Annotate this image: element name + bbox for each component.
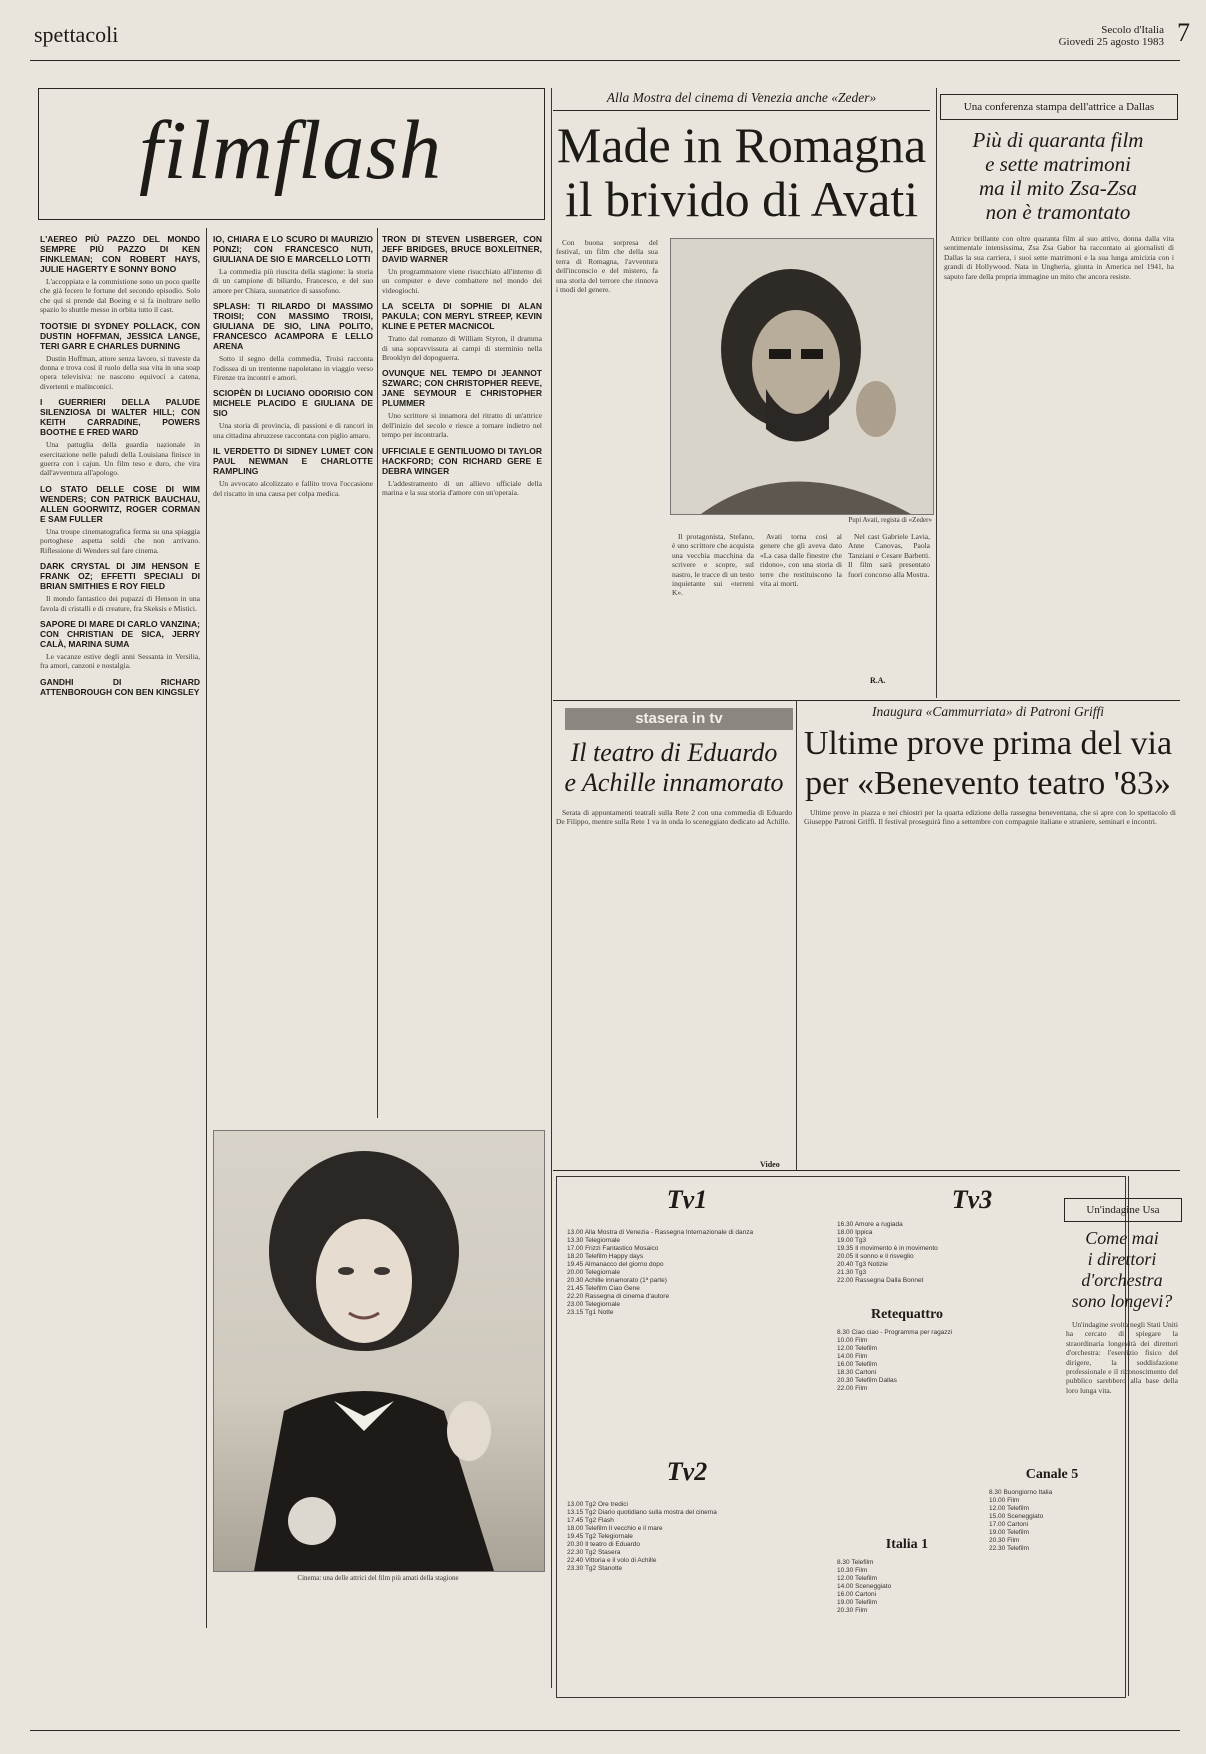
column-rule: [936, 88, 937, 698]
schedule-item: 16.30 Amore a rugiada: [837, 1221, 903, 1228]
orchestra-headline-line3: d'orchestra: [1081, 1270, 1163, 1290]
schedule-item: 22.30 Tg2 Stasera: [567, 1549, 621, 1556]
zsazsa-headline-line4: non è tramontato: [985, 200, 1131, 224]
review-heading: TOOTSIE DI SYDNEY POLLACK, CON DUSTIN HOFFMAN, JESSICA LANGE, TERI GARR E CHARLES DURNING: [40, 320, 200, 351]
schedule-item: 22.00 Rassegna Dalla Bonnet: [837, 1277, 924, 1284]
actress-photo-caption: Cinema: una delle attrici del film più amati della stagione: [297, 1574, 459, 1582]
avati-headline-line2: il brivido di Avati: [564, 171, 919, 227]
orchestra-headline-line1: Come mai: [1085, 1228, 1159, 1248]
schedule-item: 16.00 Telefilm: [837, 1361, 877, 1368]
avati-column-4: [848, 532, 930, 698]
review-text: Un programmatore viene risucchiato all'interno di un computer e deve combattere nel mondo dei videogiochi.: [382, 267, 542, 295]
schedule-item: 20.05 Il sonno e il risveglio: [837, 1253, 914, 1260]
zsazsa-kicker: Una conferenza stampa dell'attrice a Dallas: [940, 94, 1178, 120]
schedule-item: 14.00 Sceneggiato: [837, 1583, 892, 1590]
schedule-item: 23.15 Tg1 Notte: [567, 1309, 614, 1316]
actress-portrait-graphic: [214, 1131, 544, 1571]
schedule-item: 17.45 Tg2 Flash: [567, 1517, 614, 1524]
retequattro-schedule: [837, 1329, 977, 1393]
schedule-item: 8.30 Ciao ciao - Programma per ragazzi: [837, 1329, 953, 1336]
schedule-item: 8.30 Buongiorno Italia: [989, 1489, 1053, 1496]
section-rule: [553, 1170, 1180, 1171]
avati-column-3-text: Avati torna così al genere che gli aveva dato «La casa dalle finestre che ridono», con una storia di terre che restituiscono la vita ai morti.: [760, 532, 842, 589]
footer-rule: [30, 1730, 1180, 1731]
zsazsa-body-text: Attrice brillante con oltre quaranta film al suo attivo, donna dalla vita sentimentale intensissima, Zsa Zsa Gabor ha raccontato ai giornalisti di Dallas la sua carriera, i suoi sette matrimoni e la sua lunga amicizia con i grandi di Hollywood. Nata in Ungheria, giunta in America nel 1941, ha saputo fare della propria immagine un mito che ancora resiste.: [944, 234, 1174, 281]
avati-portrait-graphic: [671, 239, 933, 514]
schedule-item: 18.00 Telefilm Il vecchio e il mare: [567, 1525, 663, 1532]
retequattro-title: Retequattro: [870, 1307, 944, 1322]
filmflash-banner: [38, 88, 545, 220]
review-text: Sotto il segno della commedia, Troisi racconta l'odissea di un trentenne napoletano in viaggio verso Firenze tra incontri e amori.: [213, 354, 373, 383]
review-text: L'accoppiata e la commistione sono un poco quelle che già fecero le fortune del secondo episodio. Solo che qui si prende dal Boeing e si fa inoltrare nello spazio lo shuttle messo in orbita tutto il cast.: [40, 277, 200, 315]
column-rule: [796, 700, 797, 1170]
zsazsa-headline-line3: ma il mito Zsa-Zsa: [978, 176, 1138, 200]
review-text: Una storia di provincia, di passioni e di rancori in una cittadina abruzzese raccontata con piglio amaro.: [213, 421, 373, 440]
schedule-item: 10.30 Film: [837, 1567, 868, 1574]
issue-date: Giovedì 25 agosto 1983: [1058, 36, 1164, 48]
schedule-item: 19.45 Almanacco del giorno dopo: [567, 1261, 664, 1268]
review-text: Una pattuglia della guardia nazionale in esercitazione nelle paludi della Louisiana finisce in guerra con i cajun. Un film teso e duro, che vira dall'avventura all'apologo.: [40, 440, 200, 478]
schedule-item: 15.00 Sceneggiato: [989, 1513, 1044, 1520]
review-heading: SPLASH: TI RILARDO DI MASSIMO TROISI; CON MASSIMO TROISI, GIULIANA DE SIO, LINA POLITO, FRANCESCO ACAMPORA E LELLO ARENA: [213, 301, 373, 352]
tv2-schedule: [567, 1501, 817, 1573]
page-number: 7: [1177, 18, 1190, 47]
schedule-item: 17.00 Frizzi Fantastico Mosaico: [567, 1245, 659, 1252]
schedule-item: 13.30 Telegiornale: [567, 1237, 621, 1244]
filmflash-column-2: [213, 228, 373, 1108]
schedule-item: 20.30 Film: [989, 1537, 1020, 1544]
review-text: Uno scrittore si innamora del ritratto di un'attrice dell'inizio del secolo e riesce a tornare indietro nel tempo per incontrarla.: [382, 411, 542, 440]
schedule-item: 20.30 Il teatro di Eduardo: [567, 1541, 640, 1548]
review-text: Tratto dal romanzo di William Styron, il dramma di una sopravvissuta ai campi di sterminio nella Brooklyn del dopoguerra.: [382, 334, 542, 363]
tv1-title: Tv1: [666, 1185, 708, 1214]
avati-column-3: [760, 532, 842, 698]
review-heading: DARK CRYSTAL DI JIM HENSON E FRANK OZ; EFFETTI SPECIALI DI BRIAN SMITHIES E ROY FIELD: [40, 561, 200, 592]
canale5-title: Canale 5: [1025, 1467, 1079, 1482]
benevento-body: [804, 808, 1176, 1166]
review-text: L'addestramento di un allievo ufficiale della marina e la sua storia d'amore con un'operaia.: [382, 478, 542, 498]
review-text: La commedia più riuscita della stagione: la storia di un campione di biliardo, Francesco, e del suo amore per Chiara, suonatrice di sassofono.: [213, 267, 373, 295]
schedule-item: 10.00 Film: [989, 1497, 1020, 1504]
orchestra-kicker: Un'indagine Usa: [1064, 1198, 1182, 1222]
tv-headline-line2: e Achille innamorato: [564, 768, 784, 797]
filmflash-column-1: [40, 228, 200, 1548]
schedule-item: 16.00 Cartoni: [837, 1591, 877, 1598]
zsazsa-headline: [940, 128, 1176, 224]
schedule-item: 19.35 Il movimento è in movimento: [837, 1245, 938, 1252]
schedule-item: 22.20 Rassegna di cinema d'autore: [567, 1293, 670, 1300]
tv-signature: Video: [760, 1160, 780, 1169]
avati-headline-line1: Made in Romagna: [556, 117, 927, 173]
schedule-item: 21.30 Tg3: [837, 1269, 867, 1276]
italia1-title: Italia 1: [885, 1537, 929, 1552]
schedule-item: 23.30 Tg2 Stanotte: [567, 1565, 623, 1572]
paper-name: Secolo d'Italia: [1101, 24, 1164, 36]
review-heading: LO STATO DELLE COSE DI WIM WENDERS; CON PATRICK BAUCHAU, ALLEN GOORWITZ, ROGER CORMAN E SAM FULLER: [40, 483, 200, 524]
italia1-schedule: [837, 1559, 977, 1615]
schedule-item: 20.40 Tg3 Notizie: [837, 1261, 888, 1268]
filmflash-title: filmflash: [139, 104, 443, 197]
orchestra-body-text: Un'indagine svolta negli Stati Uniti ha cercato di spiegare la straordinaria longevità dei direttori d'orchestra: l'esercizio fisico del dirigere, la soddisfazione professionale e il riconoscimento del pubblico sarebbero alla base della loro lunga vita.: [1066, 1320, 1178, 1395]
schedule-item: 20.30 Achille innamorato (1ª parte): [567, 1277, 667, 1284]
kicker-rule: [553, 110, 930, 111]
schedule-item: 23.00 Telegiornale: [567, 1301, 621, 1308]
orchestra-headline-line2: i direttori: [1087, 1249, 1157, 1269]
section-title: spettacoli: [34, 22, 119, 47]
review-text: Dustin Hoffman, attore senza lavoro, si traveste da donna e trova così il ruolo della sua vita in una soap opera televisiva: ne nascono equivoci a catena, divertenti e malinconici.: [40, 353, 200, 391]
orchestra-body: [1066, 1320, 1178, 1700]
benevento-body-text: Ultime prove in piazza e nei chiostri per la quarta edizione della rassegna beneventana, che si apre con lo spettacolo di Giuseppe Patroni Griffi. Il festival proseguirà fino a settembre con compagnie italiane e straniere, seminari e incontri.: [804, 808, 1176, 827]
tv-headline-line1: Il teatro di Eduardo: [570, 738, 778, 767]
review-text: Il mondo fantastico dei pupazzi di Henson in una favola di cristalli e di creature, fra Skeksis e Mistici.: [40, 594, 200, 613]
avati-signature: R.A.: [870, 676, 886, 685]
avati-headline: [553, 118, 930, 226]
review-heading: I GUERRIERI DELLA PALUDE SILENZIOSA DI WALTER HILL; CON KEITH CARRADINE, POWERS BOOTHE E FRED WARD: [40, 397, 200, 438]
tv-body: [556, 808, 792, 1166]
avati-lead-text: Con buona sorpresa del festival, un film che della sua terra di Romagna, l'avventura dell'inconscio e del mistero, fa una storia del terrore che rinnova i modi del genere.: [556, 238, 658, 295]
schedule-item: 13.00 Alla Mostra di Venezia - Rassegna Internazionale di danza: [567, 1229, 754, 1236]
review-heading: L'AEREO PIÙ PAZZO DEL MONDO SEMPRE PIÙ PAZZO DI KEN FINKLEMAN; CON ROBERT HAYS, JULIE HAGERTY E SONNY BONO: [40, 234, 200, 274]
review-text: Una troupe cinematografica ferma su una spiaggia portoghese aspetta soldi che non arrivano. Riflessione di Wenders sul fare cinema.: [40, 526, 200, 555]
review-heading: SCIOPÈN DI LUCIANO ODORISIO CON MICHELE PLACIDO E GIULIANA DE SIO: [213, 388, 373, 419]
orchestra-headline: [1064, 1228, 1180, 1312]
review-heading: SAPORE DI MARE DI CARLO VANZINA; CON CHRISTIAN DE SICA, JERRY CALÀ, MARINA SUMA: [40, 618, 200, 649]
schedule-item: 22.30 Telefilm: [989, 1545, 1029, 1552]
filmflash-column-3: [382, 228, 542, 1108]
schedule-item: 18.30 Cartoni: [837, 1369, 877, 1376]
review-heading: OVUNQUE NEL TEMPO DI JEANNOT SZWARC; CON CHRISTOPHER REEVE, JANE SEYMOUR E CHRISTOPHER PLUMMER: [382, 368, 542, 409]
header-rule: [30, 60, 1180, 61]
avati-photo-caption: Pupi Avati, regista di «Zeder»: [848, 516, 932, 524]
tv2-title: Tv2: [666, 1457, 708, 1486]
section-rule: [553, 700, 1180, 701]
schedule-item: 8.30 Telefilm: [837, 1559, 874, 1566]
avati-column-4-text: Nel cast Gabriele Lavia, Anne Canovas, Paola Tanziani e Cesare Barbetti. Il film sarà presentato fuori concorso alla Mostra.: [848, 532, 930, 579]
actress-photo: [213, 1130, 545, 1572]
tv1-schedule: [567, 1229, 817, 1317]
schedule-item: 21.45 Telefilm Ciao Gene: [567, 1285, 640, 1292]
benevento-headline: [800, 724, 1176, 804]
benevento-headline-line1: Ultime prove prima del via: [803, 725, 1173, 762]
review-heading: GANDHI DI RICHARD ATTENBOROUGH CON BEN KINGSLEY: [40, 676, 200, 697]
schedule-item: 22.40 Vittoria e il volo di Achille: [567, 1557, 657, 1564]
schedule-item: 19.00 Telefilm: [837, 1599, 877, 1606]
schedule-item: 10.00 Film: [837, 1337, 868, 1344]
review-heading: TRON DI STEVEN LISBERGER, CON JEFF BRIDGES, BRUCE BOXLEITNER, DAVID WARNER: [382, 234, 542, 264]
schedule-item: 12.00 Telefilm: [837, 1345, 877, 1352]
column-rule: [377, 228, 378, 1118]
tv-headline: [556, 738, 792, 798]
schedule-item: 18.20 Telefilm Happy days: [567, 1253, 644, 1260]
avati-photo: [670, 238, 934, 515]
schedule-item: 17.00 Cartoni: [989, 1521, 1029, 1528]
column-rule: [206, 228, 207, 1628]
benevento-headline-line2: per «Benevento teatro '83»: [805, 765, 1171, 802]
masthead: [1059, 24, 1164, 48]
avati-column-2-text: Il protagonista, Stefano, è uno scrittore che acquista una vecchia macchina da scrivere e scopre, sul nastro, le tracce di un testo inquietante sui «terreni K».: [672, 532, 754, 598]
schedule-item: 20.30 Film: [837, 1607, 868, 1614]
schedule-item: 19.45 Tg2 Telegiornale: [567, 1533, 633, 1540]
zsazsa-headline-line1: Più di quaranta film: [972, 128, 1144, 152]
tv-body-text: Serata di appuntamenti teatrali sulla Rete 2 con una commedia di Eduardo De Filippo, mentre sulla Rete 1 va in onda lo sceneggiato dedicato ad Achille.: [556, 808, 792, 827]
stasera-in-tv-label: stasera in tv: [565, 708, 793, 730]
avati-column-2: [672, 532, 754, 698]
schedule-item: 20.30 Telefilm Dallas: [837, 1377, 897, 1384]
review-heading: UFFICIALE E GENTILUOMO DI TAYLOR HACKFORD; CON RICHARD GERE E DEBRA WINGER: [382, 445, 542, 476]
schedule-item: 20.00 Telegiornale: [567, 1269, 621, 1276]
schedule-item: 12.00 Telefilm: [989, 1505, 1029, 1512]
orchestra-headline-line4: sono longevi?: [1071, 1291, 1173, 1311]
schedule-item: 13.15 Tg2 Diario quotidiano sulla mostra del cinema: [567, 1509, 717, 1516]
review-text: Le vacanze estive degli anni Sessanta in Versilia, fra amori, canzoni e nostalgia.: [40, 651, 200, 671]
tv-schedules-box: [556, 1176, 1126, 1698]
tv3-title: Tv3: [951, 1185, 993, 1214]
schedule-item: 12.00 Telefilm: [837, 1575, 877, 1582]
schedule-item: 19.00 Tg3: [837, 1237, 867, 1244]
review-heading: LA SCELTA DI SOPHIE DI ALAN PAKULA; CON MERYL STREEP, KEVIN KLINE E PETER MACNICOL: [382, 301, 542, 332]
schedule-item: 22.00 Film: [837, 1385, 868, 1392]
review-heading: IO, CHIARA E LO SCURO DI MAURIZIO PONZI; CON FRANCESCO NUTI, GIULIANA DE SIO E MARCELLO LOTTI: [213, 234, 373, 264]
benevento-kicker: Inaugura «Cammurriata» di Patroni Griffi: [871, 704, 1105, 719]
avati-lead: [556, 238, 658, 698]
schedule-item: 19.00 Telefilm: [989, 1529, 1029, 1536]
review-text: Un avvocato alcolizzato e fallito trova l'occasione del riscatto in una causa per colpa medica.: [213, 479, 373, 498]
zsazsa-headline-line2: e sette matrimoni: [985, 152, 1131, 176]
column-rule: [551, 88, 552, 1688]
schedule-item: 18.00 Ippica: [837, 1229, 873, 1236]
schedule-item: 13.00 Tg2 Ore tredici: [567, 1501, 628, 1508]
review-heading: IL VERDETTO DI SIDNEY LUMET CON PAUL NEWMAN E CHARLOTTE RAMPLING: [213, 446, 373, 477]
schedule-item: 14.00 Film: [837, 1353, 868, 1360]
zsazsa-body: [944, 234, 1174, 694]
avati-kicker: Alla Mostra del cinema di Venezia anche «Zeder»: [606, 90, 877, 105]
